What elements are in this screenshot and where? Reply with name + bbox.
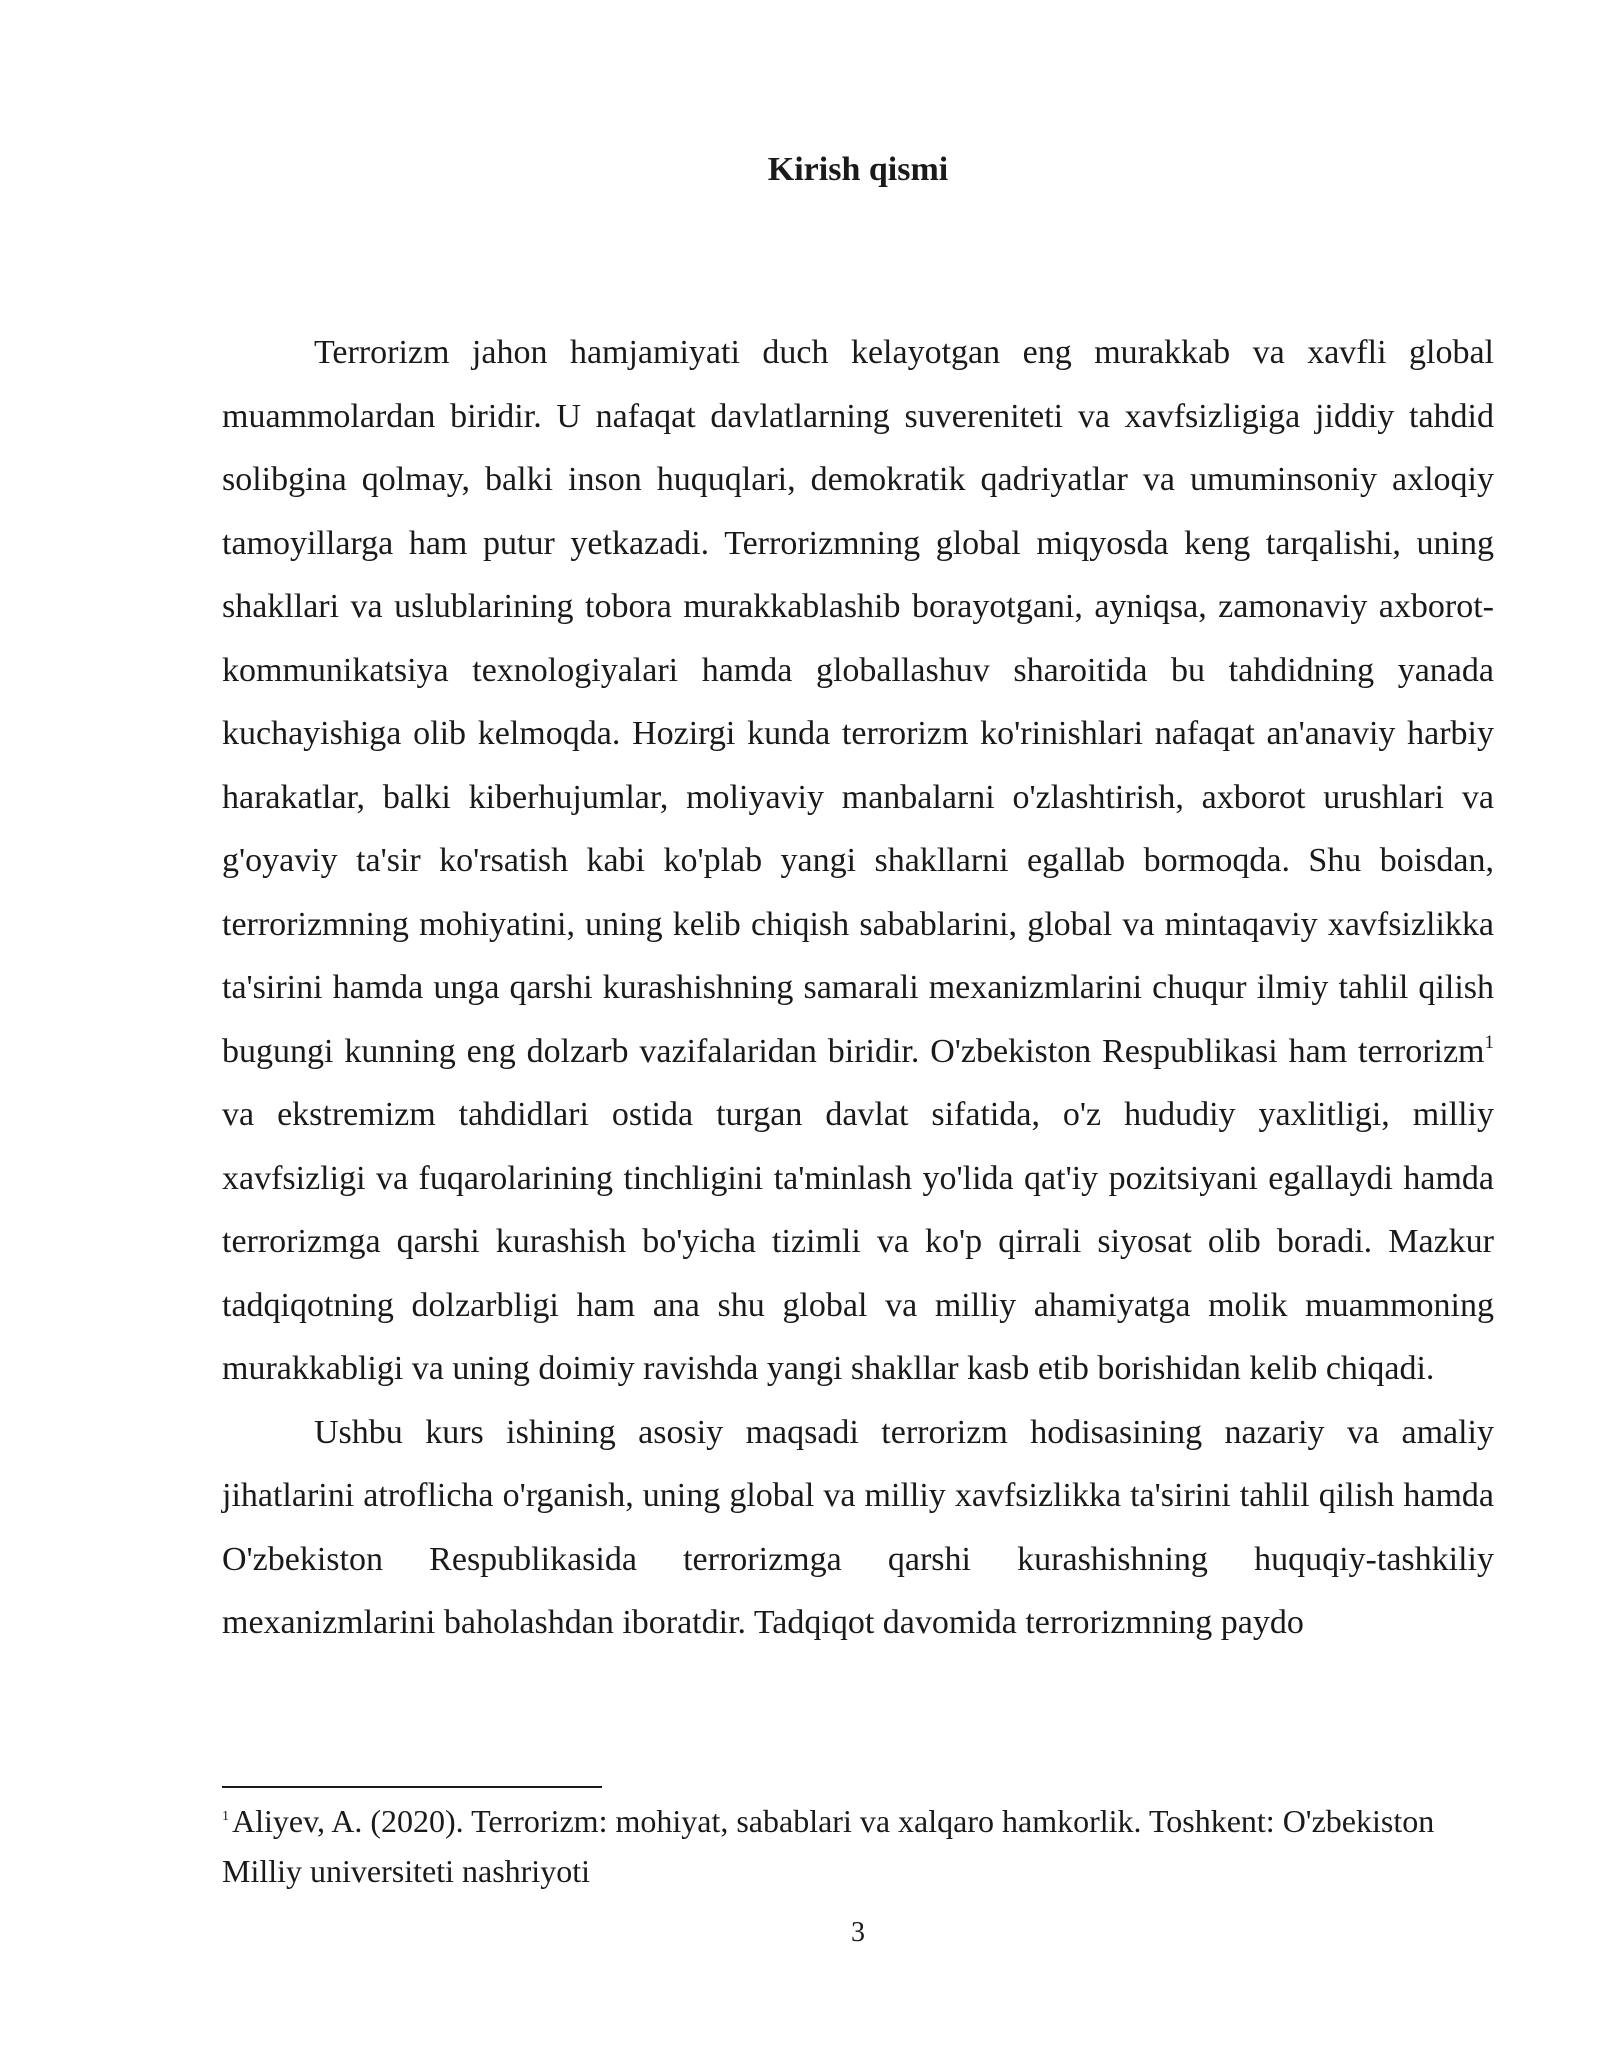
paragraph-1-text-b: va ekstremizm tahdidlari ostida turgan davlat sifatida, o'z hududiy yaxlitligi, milliy xavfsizligi va fuqarolarining tinchligini ta'minlash yo'lida qat'iy pozitsiyani egallaydi hamda terrorizmga qarshi kurashish bo'yicha tizimli va ko'p qirrali siyosat olib boradi. Mazkur tadqiqotning dolzarbligi ham ana shu global va milliy ahamiyatga molik muammoning murakkabligi va uning doimiy ravishda yangi shakllar kasb etib borishidan kelib chiqadi.: [222, 1096, 1494, 1387]
body-text: [222, 321, 1494, 1655]
paragraph-1: [222, 321, 1494, 1401]
footnote-text: Aliyev, A. (2020). Terrorizm: mohiyat, sabablari va xalqaro hamkorlik. Toshkent: O'zbekiston Milliy universiteti nashriyoti: [222, 1803, 1435, 1889]
paragraph-1-text-a: Terrorizm jahon hamjamiyati duch kelayotgan eng murakkab va xavfli global muammolardan biridir. U nafaqat davlatlarning suvereniteti va xavfsizligiga jiddiy tahdid solibgina qolmay, balki inson huquqlari, demokratik qadriyatlar va umuminsoniy axloqiy tamoyillarga ham putur yetkazadi. Terrorizmning global miqyosda keng tarqalishi, uning shakllari va uslublarining tobora murakkablashib borayotgani, ayniqsa, zamonaviy axborot-kommunikatsiya texnologiyalari hamda globallashuv sharoitida bu tahdidning yanada kuchayishiga olib kelmoqda. Hozirgi kunda terrorizm ko'rinishlari nafaqat an'anaviy harbiy harakatlar, balki kiberhujumlar, moliyaviy manbalarni o'zlashtirish, axborot urushlari va g'oyaviy ta'sir ko'rsatish kabi ko'plab yangi shakllarni egallab bormoqda. Shu boisdan, terrorizmning mohiyatini, uning kelib chiqish sabablarini, global va mintaqaviy xavfsizlikka ta'sirini hamda unga qarshi kurashishning samarali mexanizmlarini chuqur ilmiy tahlil qilish bugungi kunning eng dolzarb vazifalaridan biridir. O'zbekiston Respublikasi ham terrorizm: [222, 334, 1494, 1070]
paragraph-2: Ushbu kurs ishining asosiy maqsadi terrorizm hodisasining nazariy va amaliy jihatlarini atroflicha o'rganish, uning global va milliy xavfsizlikka ta'sirini tahlil qilish hamda O'zbekiston Respublikasida terrorizmga qarshi kurashishning huquqiy-tashkiliy mexanizmlarini baholashdan iboratdir. Tadqiqot davomida terrorizmning paydo: [222, 1413, 1494, 1641]
page-number: 3: [851, 1917, 865, 1948]
footnote-reference[interactable]: 1: [1484, 1031, 1494, 1053]
section-heading: Kirish qismi: [767, 151, 949, 188]
footnote-mark: 1: [222, 1809, 229, 1824]
footnote-separator: [222, 1786, 602, 1788]
footnote: [222, 1800, 1494, 1893]
